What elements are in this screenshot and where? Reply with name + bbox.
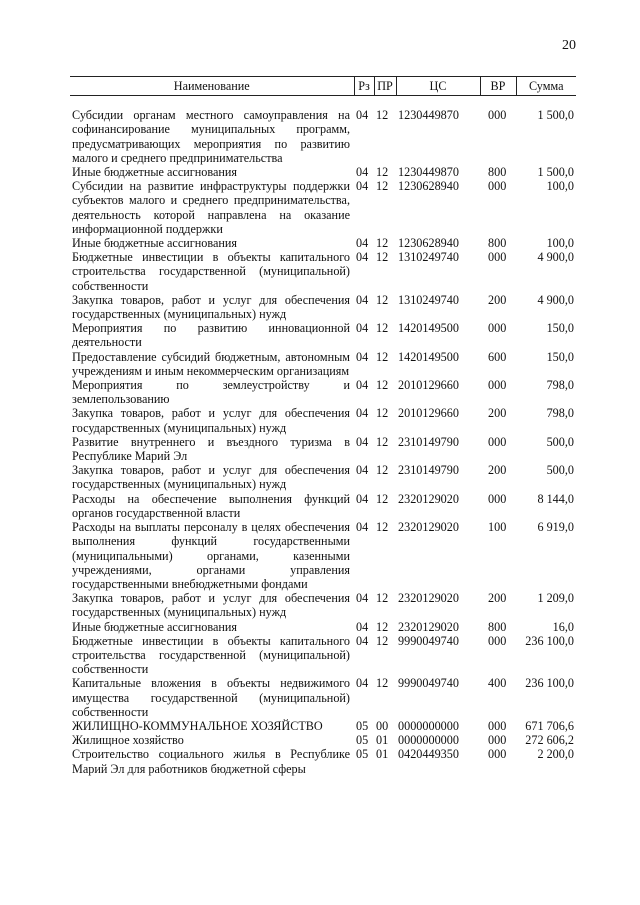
cell-pr: 01 [376, 733, 389, 748]
cell-rz: 04 [356, 619, 369, 634]
cell-name: Субсидии на развитие инфраструктуры поддержки субъектов малого и среднего предпринимательства, деятельность которой направлена на оказание информационной поддержки [72, 179, 350, 236]
cell-vr: 200 [488, 406, 507, 421]
cell-cs: 1230449870 [398, 165, 459, 180]
cell-sum: 236 100,0 [525, 676, 574, 691]
cell-rz: 04 [356, 108, 369, 123]
cell-cs: 2010129660 [398, 378, 459, 393]
cell-pr: 12 [376, 321, 389, 336]
cell-vr: 000 [488, 718, 507, 733]
cell-rz: 04 [356, 633, 369, 648]
cell-pr: 12 [376, 292, 389, 307]
cell-cs: 0420449350 [398, 747, 459, 762]
cell-sum: 798,0 [546, 378, 574, 393]
cell-rz: 04 [356, 406, 369, 421]
cell-sum: 500,0 [546, 434, 574, 449]
table-row [70, 463, 576, 491]
cell-pr: 12 [376, 591, 389, 606]
table-row [70, 620, 576, 634]
cell-cs: 2010129660 [398, 406, 459, 421]
header-pr: ПР [374, 77, 396, 96]
cell-name: Мероприятия по развитию инновационной деятельности [72, 321, 350, 350]
cell-vr: 000 [488, 108, 507, 123]
cell-vr: 200 [488, 463, 507, 478]
cell-sum: 671 706,6 [525, 718, 574, 733]
table-row [70, 435, 576, 463]
cell-sum: 100,0 [546, 179, 574, 194]
cell-rz: 04 [356, 236, 369, 251]
cell-cs: 2310149790 [398, 434, 459, 449]
table-row [70, 492, 576, 520]
cell-name: Развитие внутреннего и въездного туризма в Республике Марий Эл [72, 434, 350, 464]
cell-vr: 000 [488, 434, 507, 449]
cell-name: Капитальные вложения в объекты недвижимого имущества государственной (муниципальной) собственности [72, 676, 350, 719]
cell-pr: 12 [376, 676, 389, 691]
cell-vr: 800 [488, 165, 507, 180]
cell-pr: 12 [376, 378, 389, 393]
cell-pr: 12 [376, 619, 389, 634]
cell-rz: 04 [356, 491, 369, 506]
cell-pr: 12 [376, 165, 389, 180]
cell-rz: 05 [356, 718, 369, 733]
cell-name: Жилищное хозяйство [72, 733, 184, 748]
cell-vr: 000 [488, 250, 507, 265]
table-row [70, 96, 576, 165]
cell-cs: 2320129020 [398, 491, 459, 506]
cell-name: Закупка товаров, работ и услуг для обеспечения государственных (муниципальных) нужд [72, 591, 350, 620]
table-row [70, 179, 576, 236]
cell-sum: 798,0 [546, 406, 574, 421]
cell-sum: 236 100,0 [525, 633, 574, 648]
cell-cs: 9990049740 [398, 676, 459, 691]
cell-rz: 04 [356, 520, 369, 535]
cell-rz: 04 [356, 349, 369, 364]
cell-rz: 04 [356, 179, 369, 194]
cell-name: ЖИЛИЩНО-КОММУНАЛЬНОЕ ХОЗЯЙСТВО [72, 718, 323, 733]
cell-pr: 12 [376, 250, 389, 265]
cell-sum: 1 209,0 [537, 591, 574, 606]
cell-name: Иные бюджетные ассигнования [72, 236, 238, 251]
table-row [70, 378, 576, 406]
cell-pr: 12 [376, 179, 389, 194]
cell-pr: 12 [376, 108, 389, 123]
cell-name: Бюджетные инвестиции в объекты капитального строительства государственной (муниципальной) собственности [72, 250, 350, 293]
table-row [70, 406, 576, 434]
cell-vr: 000 [488, 321, 507, 336]
cell-pr: 12 [376, 633, 389, 648]
cell-rz: 04 [356, 676, 369, 691]
table-row [70, 676, 576, 719]
cell-rz: 04 [356, 165, 369, 180]
cell-rz: 04 [356, 292, 369, 307]
cell-cs: 1420149500 [398, 349, 459, 364]
cell-pr: 12 [376, 520, 389, 535]
cell-sum: 272 606,2 [525, 733, 574, 748]
header-sum: Сумма [516, 77, 576, 96]
cell-vr: 100 [488, 520, 507, 535]
cell-pr: 12 [376, 463, 389, 478]
cell-sum: 150,0 [546, 349, 574, 364]
cell-sum: 1 500,0 [537, 165, 574, 180]
cell-vr: 200 [488, 292, 507, 307]
cell-sum: 2 200,0 [537, 747, 574, 762]
cell-pr: 01 [376, 747, 389, 762]
cell-cs: 1230628940 [398, 179, 459, 194]
budget-table [70, 76, 576, 776]
cell-vr: 000 [488, 378, 507, 393]
cell-sum: 500,0 [546, 463, 574, 478]
cell-vr: 200 [488, 591, 507, 606]
cell-name: Расходы на обеспечение выполнения функций органов государственной власти [72, 491, 350, 520]
cell-pr: 12 [376, 349, 389, 364]
cell-pr: 00 [376, 718, 389, 733]
table-row [70, 250, 576, 293]
table-row [70, 747, 576, 775]
cell-rz: 05 [356, 747, 369, 762]
cell-name: Закупка товаров, работ и услуг для обеспечения государственных (муниципальных) нужд [72, 406, 350, 435]
cell-rz: 05 [356, 733, 369, 748]
cell-name: Строительство социального жилья в Республике Марий Эл для работников бюджетной сферы [72, 747, 350, 776]
page-number: 20 [562, 38, 576, 53]
cell-name: Субсидии органам местного самоуправления на софинансирование муниципальных программ, предусматривающих мероприятия по развитию малого и среднего предпринимательства [72, 108, 350, 165]
cell-cs: 1230449870 [398, 108, 459, 123]
cell-sum: 16,0 [552, 619, 574, 634]
header-vr: ВР [480, 77, 516, 96]
cell-sum: 4 900,0 [537, 292, 574, 307]
header-rz: Рз [354, 77, 374, 96]
table-row [70, 733, 576, 747]
cell-name: Бюджетные инвестиции в объекты капитального строительства государственной (муниципальной) собственности [72, 633, 350, 677]
table-row [70, 591, 576, 619]
cell-sum: 1 500,0 [537, 108, 574, 123]
table-row [70, 321, 576, 349]
cell-vr: 000 [488, 491, 507, 506]
cell-name: Закупка товаров, работ и услуг для обеспечения государственных (муниципальных) нужд [72, 292, 350, 322]
table-row [70, 350, 576, 378]
cell-rz: 04 [356, 378, 369, 393]
cell-cs: 0000000000 [398, 733, 459, 748]
cell-sum: 8 144,0 [537, 491, 574, 506]
table-row [70, 293, 576, 321]
cell-cs: 2320129020 [398, 520, 459, 535]
cell-vr: 000 [488, 179, 507, 194]
cell-cs: 1230628940 [398, 236, 459, 251]
cell-sum: 6 919,0 [537, 520, 574, 535]
cell-vr: 600 [488, 349, 507, 364]
cell-name: Мероприятия по землеустройству и землепользованию [72, 378, 350, 407]
cell-cs: 1420149500 [398, 321, 459, 336]
cell-rz: 04 [356, 463, 369, 478]
cell-cs: 9990049740 [398, 633, 459, 648]
cell-name: Иные бюджетные ассигнования [72, 619, 238, 634]
cell-rz: 04 [356, 434, 369, 449]
cell-cs: 1310249740 [398, 292, 459, 307]
header-cs: ЦС [396, 77, 480, 96]
cell-name: Расходы на выплаты персоналу в целях обеспечения выполнения функций государственными (муниципальными) органами, казенными учреждениями, органами управления государственными внебюджетными фондами [72, 520, 350, 591]
cell-cs: 2320129020 [398, 591, 459, 606]
table-row [70, 165, 576, 179]
cell-pr: 12 [376, 406, 389, 421]
cell-pr: 12 [376, 434, 389, 449]
cell-vr: 000 [488, 747, 507, 762]
cell-sum: 150,0 [546, 321, 574, 336]
table-row [70, 634, 576, 677]
cell-name: Закупка товаров, работ и услуг для обеспечения государственных (муниципальных) нужд [72, 463, 350, 492]
cell-rz: 04 [356, 321, 369, 336]
cell-vr: 800 [488, 236, 507, 251]
cell-vr: 400 [488, 676, 507, 691]
cell-pr: 12 [376, 491, 389, 506]
cell-pr: 12 [376, 236, 389, 251]
cell-cs: 0000000000 [398, 718, 459, 733]
cell-vr: 000 [488, 633, 507, 648]
cell-cs: 2310149790 [398, 463, 459, 478]
cell-sum: 4 900,0 [537, 250, 574, 265]
cell-vr: 000 [488, 733, 507, 748]
cell-sum: 100,0 [546, 236, 574, 251]
table-row [70, 719, 576, 733]
cell-rz: 04 [356, 591, 369, 606]
cell-cs: 1310249740 [398, 250, 459, 265]
cell-vr: 800 [488, 619, 507, 634]
cell-name: Предоставление субсидий бюджетным, автономным учреждениям и иным некоммерческим организациям [72, 349, 350, 378]
cell-name: Иные бюджетные ассигнования [72, 165, 238, 180]
cell-rz: 04 [356, 250, 369, 265]
table-row [70, 520, 576, 591]
header-name: Наименование [70, 77, 354, 96]
table-header-row [70, 77, 576, 96]
table-row [70, 236, 576, 250]
cell-cs: 2320129020 [398, 619, 459, 634]
